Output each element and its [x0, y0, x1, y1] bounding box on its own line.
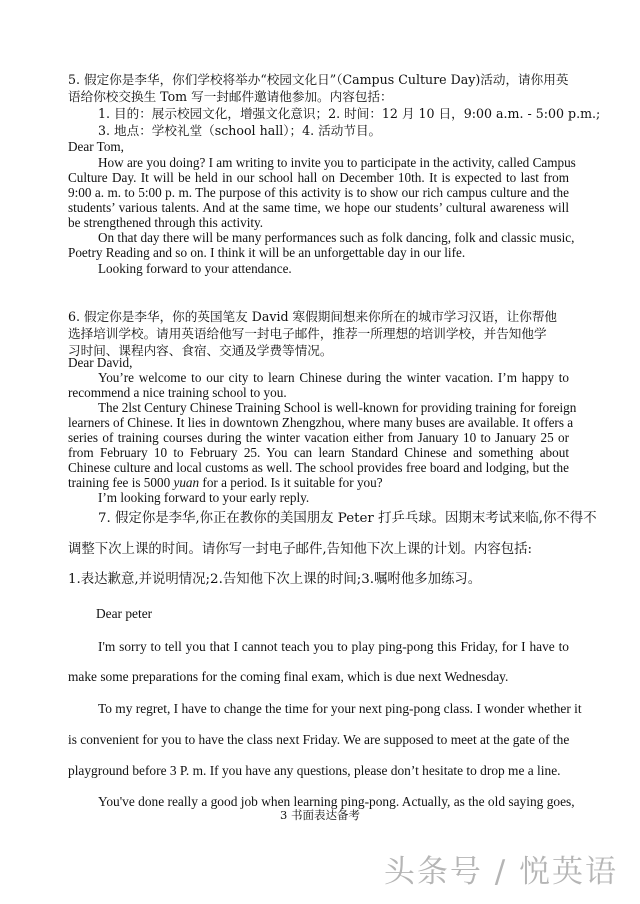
s5-body-line-2: Culture Day. It will be held in our school hall on December 10th. It is expected to last from — [68, 170, 569, 185]
watermark-text: 头条号 / 悦英语 — [383, 854, 618, 890]
s6-body-line-3: The 2lst Century Chinese Training School is well-known for providing training for foreign — [98, 400, 577, 415]
s6-closing: I’m looking forward to your early reply. — [98, 490, 310, 505]
s7-body-line-5: playground before 3 P. m. If you have any questions, please don’t hesitate to drop me a line. — [68, 763, 561, 778]
s6-question-line-1: 6. 假定你是李华，你的英国笔友 David 寒假期间想来你所在的城市学习汉语，让你帮他 — [68, 309, 558, 324]
s5-question-line-1: 5. 假定你是李华，你们学校将举办“校园文化日”（Campus Culture Day)活动，请你用英 — [68, 72, 569, 87]
s7-question-line-1: 7. 假定你是李华,你正在教你的美国朋友 Peter 打乒乓球。因期末考试来临,你不得不 — [98, 511, 597, 526]
s6-body-line-2: recommend a nice training school to you. — [68, 385, 287, 400]
s5-question-line-4: 3. 地点：学校礼堂（school hall）；4. 活动节目。 — [98, 123, 382, 138]
s7-body-line-3: To my regret, I have to change the time for your next ping-pong class. I wonder whether it — [98, 701, 582, 716]
s6-fee-currency: yuan — [173, 475, 200, 490]
s5-body-line-1: How are you doing? I am writing to invite you to participate in the activity, called Campus — [98, 155, 576, 170]
page-footer: 3 书面表达备考 — [280, 808, 360, 822]
s5-question-line-3: 1. 目的：展示校园文化，增强文化意识；2. 时间：12 月 10 日，9:00 a.m. - 5:00 p.m.; — [98, 106, 601, 121]
s6-question-line-3: 习时间、课程内容、食宿、交通及学费等情况。 — [68, 343, 333, 358]
s6-body-line-5: series of training courses during the winter vacation either from January 10 to January 25 or — [68, 430, 569, 445]
s5-closing: Looking forward to your attendance. — [98, 261, 292, 276]
s7-greeting: Dear peter — [96, 606, 153, 621]
s7-question-line-2: 调整下次上课的时间。请你写一封电子邮件,告知他下次上课的计划。内容包括: — [68, 542, 533, 557]
s6-body-line-7: Chinese culture and local customs as well. The school provides free board and lodging, but the — [68, 460, 569, 475]
s7-body-line-6: You've done really a good job when learning ping-pong. Actually, as the old saying goes, — [98, 794, 575, 809]
s6-body-line-4: learners of Chinese. It lies in downtown Zhengzhou, where many buses are available. It offers a — [68, 415, 574, 430]
s5-greeting: Dear Tom, — [68, 139, 124, 154]
s7-body-line-4: is convenient for you to have the class next Friday. We are supposed to meet at the gate of the — [68, 732, 570, 747]
s5-body-line-5: be strengthened through this activity. — [68, 215, 264, 230]
s6-fee-text-pre: training fee is 5000 — [68, 475, 174, 490]
s6-body-line-1: You’re welcome to our city to learn Chinese during the winter vacation. I’m happy to — [98, 370, 569, 385]
s7-body-line-2: make some preparations for the coming final exam, which is due next Wednesday. — [68, 669, 509, 684]
s5-body-line-4: students’ various talents. And at the same time, we hope our students’ cultural awareness will — [68, 200, 569, 215]
s6-greeting: Dear David, — [68, 355, 133, 370]
s7-body-line-1: I'm sorry to tell you that I cannot teach you to play ping-pong this Friday, for I have to — [98, 639, 569, 654]
s6-fee-text-post: for a period. Is it suitable for you? — [199, 475, 383, 490]
s5-question-line-2: 语给你校交换生 Tom 写一封邮件邀请他参加。内容包括： — [68, 89, 393, 104]
s6-question-line-2: 选择培训学校。请用英语给他写一封电子邮件，推荐一所理想的培训学校，并告知他学 — [68, 326, 547, 341]
s7-question-line-3: 1.表达歉意,并说明情况;2.告知他下次上课的时间;3.嘱咐他多加练习。 — [68, 572, 482, 587]
s5-body-line-3: 9:00 a. m. to 5:00 p. m. The purpose of this activity is to show our rich campus culture and the — [68, 185, 569, 200]
s5-body-line-6: On that day there will be many performances such as folk dancing, folk and classic music, — [98, 230, 575, 245]
s6-body-line-8 — [68, 475, 383, 491]
s5-body-line-7: Poetry Reading and so on. I think it will be an unforgettable day in our life. — [68, 245, 466, 260]
s6-body-line-6: from February 10 to February 25. You can learn Standard Chinese and something about — [68, 445, 569, 460]
